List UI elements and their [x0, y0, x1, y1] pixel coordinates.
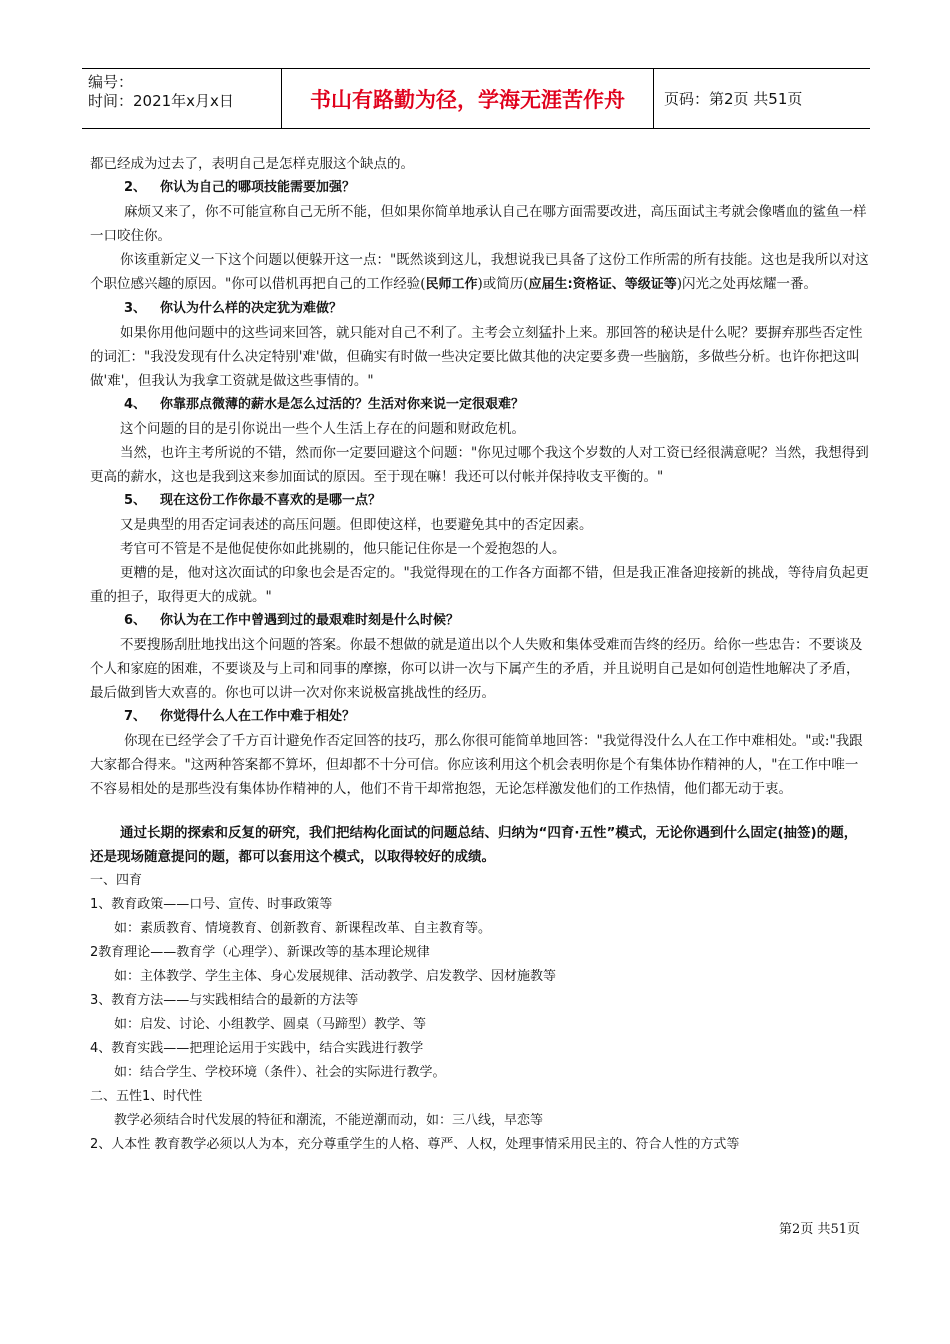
paragraph: 又是典型的用否定词表述的高压问题。但即使这样，也要避免其中的否定因素。 [120, 517, 593, 533]
document-body [90, 152, 870, 1157]
motto: 书山有路勤为径，学海无涯苦作舟 [282, 69, 654, 128]
question-heading [90, 393, 870, 417]
bold-run: 应届生:资格证、等级证等 [528, 277, 677, 292]
paragraph: 麻烦又来了，你不可能宣称自己无所不能，但如果你简单地承认自己在哪方面需要改进，高压面试主考就会像嗜血的鲨鱼一样一口咬住你。 [90, 204, 867, 244]
section-heading: 二、五性1、时代性 [90, 1089, 203, 1104]
list-example: 如：启发、讨论、小组教学、圆桌（马蹄型）教学、等 [114, 1017, 427, 1032]
section-heading: 一、四育 [90, 873, 143, 888]
question-heading [90, 297, 870, 321]
paragraph: 如果你用他问题中的这些词来回答，就只能对自己不利了。主考会立刻猛扑上来。那回答的秘诀是什么呢？要摒弃那些否定性的词汇："我没发现有什么决定特别'难'做，但确实有时做一些决定要比做其他的决定要多费一些脑筋，多做些分析。也许你把这叫做'难'，但我认为我拿工资就是做这些事情的。" [90, 325, 863, 389]
question-heading [90, 705, 870, 729]
question-number: 3、 [124, 301, 147, 316]
spacer [90, 801, 870, 821]
paragraph: 更糟的是，他对这次面试的印象也会是否定的。"我觉得现在的工作各方面都不错，但是我正准备迎接新的挑战，等待肩负起更重的担子，取得更大的成就。" [90, 565, 869, 605]
question-heading [90, 176, 870, 200]
question-text: 你认为在工作中曾遇到过的最艰难时刻是什么时候？ [160, 613, 460, 628]
paragraph: 不要搜肠刮肚地找出这个问题的答案。你最不想做的就是道出以个人失败和集体受难而告终的经历。给你一些忠告：不要谈及个人和家庭的困难，不要谈及与上司和同事的摩擦，你可以讲一次与下属产生的矛盾，并且说明自己是如何创造性地解决了矛盾，最后做到皆大欢喜的。你也可以讲一次对你来说极富挑战性的经历。 [90, 637, 863, 701]
question-number: 6、 [124, 613, 147, 628]
number-label: 编号： [88, 73, 134, 91]
list-item: 4、教育实践——把理论运用于实践中，结合实践进行教学 [90, 1041, 424, 1056]
summary-paragraph: 通过长期的探索和反复的研究，我们把结构化面试的问题总结、归纳为“四育·五性”模式，无论你遇到什么固定(抽签)的题，还是现场随意提问的题，都可以套用这个模式，以取得较好的成绩。 [90, 825, 858, 865]
paragraph [90, 248, 870, 297]
header-left-cell [82, 69, 282, 128]
question-text: 现在这份工作你最不喜欢的是哪一点？ [160, 493, 382, 508]
bold-run: 民师工作 [425, 277, 478, 292]
text-run: )闪光之处再炫耀一番。 [676, 276, 818, 292]
question-number: 7、 [124, 709, 147, 724]
question-number: 5、 [124, 493, 147, 508]
page-label: 页码：第2页 共51页 [664, 90, 803, 108]
time-label: 时间：2021年x月x日 [88, 92, 234, 110]
paragraph: 考官可不管是不是他促使你如此挑剔的，他只能记住你是一个爱抱怨的人。 [120, 541, 566, 557]
paragraph: 都已经成为过去了，表明自己是怎样克服这个缺点的。 [90, 156, 414, 172]
question-text: 你觉得什么人在工作中难于相处？ [160, 709, 356, 724]
question-heading [90, 609, 870, 633]
question-text: 你认为什么样的决定犹为难做？ [160, 301, 343, 316]
question-number: 4、 [124, 397, 147, 412]
list-example: 如：主体教学、学生主体、身心发展规律、活动教学、启发教学、因材施教等 [114, 969, 557, 984]
paragraph: 当然，也许主考所说的不错，然而你一定要回避这个问题："你见过哪个我这个岁数的人对工资已经很满意呢？当然，我想得到更高的薪水，这也是我到这来参加面试的原因。至于现在嘛！我还可以付帐并保持收支平衡的。" [90, 445, 869, 485]
question-heading [90, 489, 870, 513]
list-item: 2教育理论——教育学（心理学）、新课改等的基本理论规律 [90, 945, 430, 960]
question-number: 2、 [124, 180, 147, 195]
text-run: 你该重新定义一下这个问题以便躲开这一点："既然谈到这儿，我想说我已具备了这份工作所需的所有技能。这也是我所以对这个职位感兴趣的原因。"你可以借机再把自己的工作经验( [90, 252, 869, 292]
list-example: 如：结合学生、学校环境（条件）、社会的实际进行教学。 [114, 1065, 446, 1080]
paragraph: 你现在已经学会了千方百计避免作否定回答的技巧，那么你很可能简单地回答："我觉得没什么人在工作中难相处。"或:"我跟大家都合得来。"这两种答案都不算坏，但却都不十分可信。你应该利用这个机会表明你是个有集体协作精神的人，"在工作中唯一不容易相处的是那些没有集体协作精神的人，他们不肯干却常抱怨，无论怎样激发他们的工作热情，他们都无动于衷。 [90, 733, 863, 797]
question-text: 你认为自己的哪项技能需要加强？ [160, 180, 356, 195]
text-run: )或简历( [477, 276, 529, 292]
page-footer: 第2页 共51页 [779, 1222, 860, 1237]
paragraph: 这个问题的目的是引你说出一些个人生活上存在的问题和财政危机。 [120, 421, 525, 437]
question-text: 你靠那点微薄的薪水是怎么过活的？生活对你来说一定很艰难？ [160, 397, 525, 412]
page-header [82, 68, 870, 129]
list-item: 1、教育政策——口号、宣传、时事政策等 [90, 897, 333, 912]
list-example: 教学必须结合时代发展的特征和潮流，不能逆潮而动，如：三八线，早恋等 [114, 1113, 544, 1128]
list-item: 3、教育方法——与实践相结合的最新的方法等 [90, 993, 359, 1008]
list-example: 如：素质教育、情境教育、创新教育、新课程改革、自主教育等。 [114, 921, 492, 936]
list-item: 2、人本性 教育教学必须以人为本，充分尊重学生的人格、尊严、人权，处理事情采用民主的、符合人性的方式等 [90, 1137, 740, 1152]
